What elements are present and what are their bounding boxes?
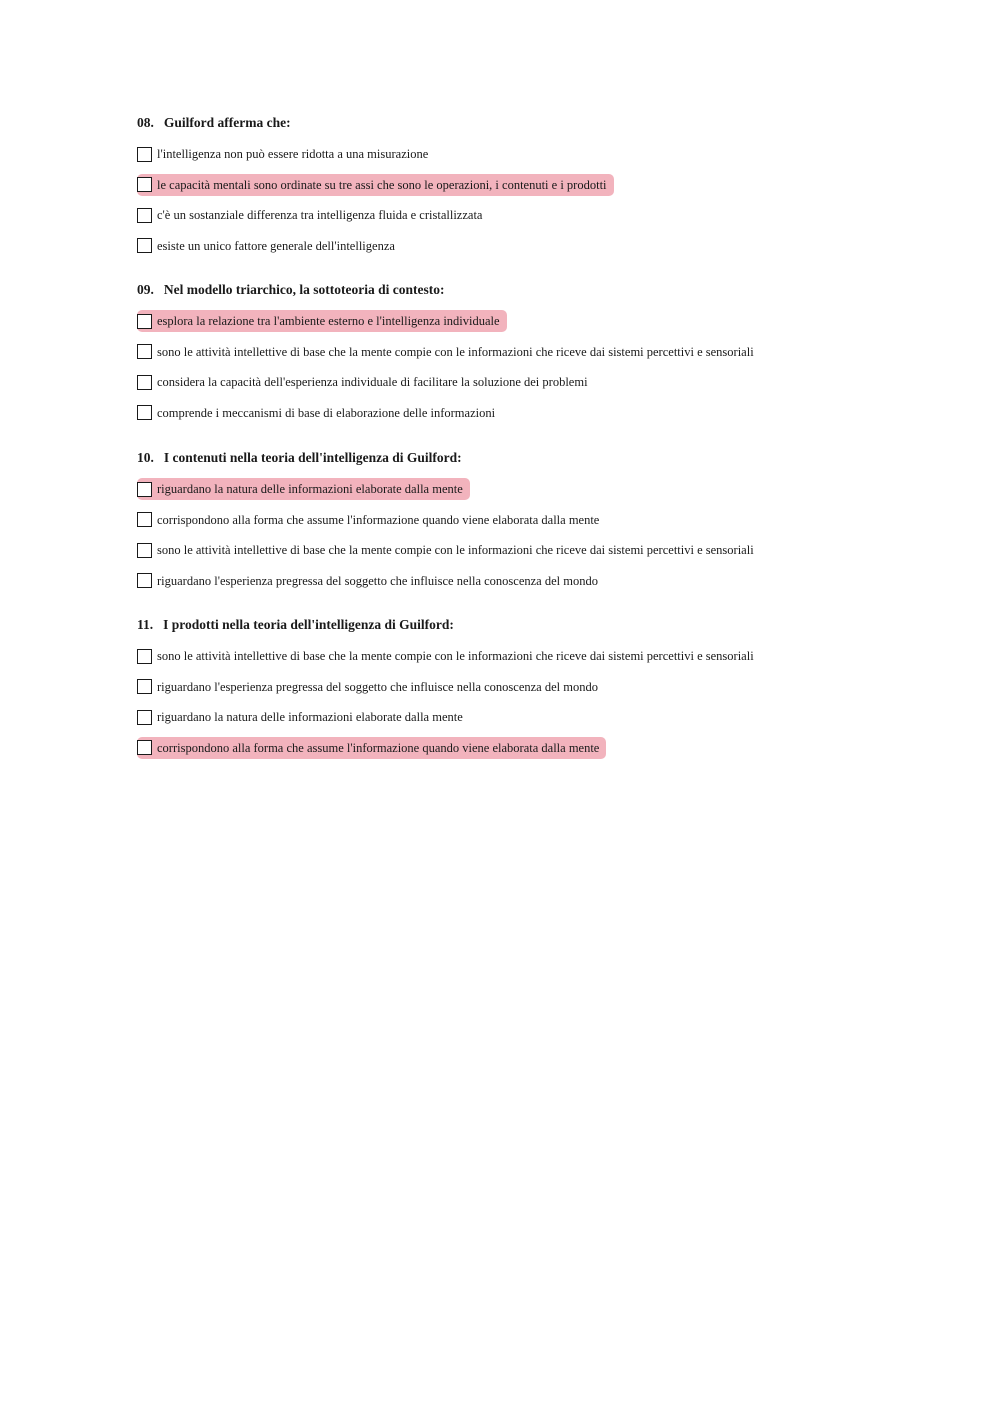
answer-option[interactable]: [137, 570, 857, 592]
answer-text: considera la capacità dell'esperienza individuale di facilitare la soluzione dei problemi: [157, 375, 588, 390]
answer-text: riguardano la natura delle informazioni elaborate dalla mente: [157, 710, 463, 725]
question-text: Guilford afferma che:: [163, 115, 291, 130]
answer-text: c'è un sostanziale differenza tra intelligenza fluida e cristallizzata: [157, 208, 483, 223]
checkbox[interactable]: [137, 238, 152, 253]
checkbox[interactable]: [137, 573, 152, 588]
question-number: 11.: [137, 617, 154, 632]
question-title: [137, 615, 857, 635]
answer-text: sono le attività intellettive di base che la mente compie con le informazioni che riceve dai sistemi percettivi e sensoriali: [157, 543, 754, 558]
question-text: I contenuti nella teoria dell'intelligenza di Guilford:: [163, 450, 462, 465]
answer-text: corrispondono alla forma che assume l'informazione quando viene elaborata dalla mente: [157, 512, 600, 527]
question-number: 08.: [137, 115, 154, 130]
checkbox[interactable]: [137, 405, 152, 420]
checkbox[interactable]: [137, 147, 152, 162]
answer-option[interactable]: [137, 509, 857, 531]
answer-text: corrispondono alla forma che assume l'informazione quando viene elaborata dalla mente: [157, 740, 600, 755]
answer-option[interactable]: [137, 341, 857, 363]
checkbox[interactable]: [137, 710, 152, 725]
checkbox[interactable]: [137, 543, 152, 558]
answer-option[interactable]: [137, 235, 857, 257]
question-number: 09.: [137, 282, 154, 297]
answer-option-highlighted[interactable]: [137, 310, 507, 332]
answer-option[interactable]: [137, 371, 857, 393]
question-09: [137, 280, 857, 432]
checkbox[interactable]: [137, 679, 152, 694]
answer-text: sono le attività intellettive di base che la mente compie con le informazioni che riceve dai sistemi percettivi e sensoriali: [157, 649, 754, 663]
checkbox[interactable]: [137, 482, 152, 497]
answer-text: riguardano l'esperienza pregressa del soggetto che influisce nella conoscenza del mondo: [157, 679, 598, 694]
answer-option[interactable]: [137, 706, 857, 728]
question-text: Nel modello triarchico, la sottoteoria di contesto:: [163, 282, 445, 297]
checkbox[interactable]: [137, 177, 152, 192]
answer-option-highlighted[interactable]: [137, 478, 470, 500]
answer-text: riguardano la natura delle informazioni elaborate dalla mente: [157, 482, 463, 496]
answer-option-highlighted[interactable]: [137, 174, 614, 196]
answer-option[interactable]: [137, 676, 857, 698]
answer-text: le capacità mentali sono ordinate su tre assi che sono le operazioni, i contenuti e i prodotti: [157, 177, 607, 192]
answer-option[interactable]: [137, 143, 857, 165]
question-text: I prodotti nella teoria dell'intelligenza di Guilford:: [163, 617, 454, 632]
answer-text: esiste un unico fattore generale dell'intelligenza: [157, 238, 395, 253]
question-11: [137, 615, 857, 767]
checkbox[interactable]: [137, 314, 152, 329]
answer-text: esplora la relazione tra l'ambiente esterno e l'intelligenza individuale: [157, 314, 500, 328]
answer-option[interactable]: [137, 645, 857, 667]
checkbox[interactable]: [137, 649, 152, 664]
question-08: [137, 113, 857, 265]
question-number: 10.: [137, 450, 154, 465]
question-title: [137, 113, 857, 133]
checkbox[interactable]: [137, 740, 152, 755]
checkbox[interactable]: [137, 512, 152, 527]
answer-text: riguardano l'esperienza pregressa del soggetto che influisce nella conoscenza del mondo: [157, 573, 598, 588]
answer-option-highlighted[interactable]: [137, 737, 606, 759]
answer-text: comprende i meccanismi di base di elaborazione delle informazioni: [157, 405, 496, 420]
answer-text: l'intelligenza non può essere ridotta a una misurazione: [157, 147, 429, 161]
answer-text: sono le attività intellettive di base che la mente compie con le informazioni che riceve dai sistemi percettivi e sensoriali: [157, 344, 754, 359]
question-10: [137, 448, 857, 600]
question-title: [137, 280, 857, 300]
checkbox[interactable]: [137, 375, 152, 390]
checkbox[interactable]: [137, 344, 152, 359]
answer-option[interactable]: [137, 402, 857, 424]
question-title: [137, 448, 857, 468]
answer-option[interactable]: [137, 539, 857, 561]
answer-option[interactable]: [137, 204, 857, 226]
checkbox[interactable]: [137, 208, 152, 223]
